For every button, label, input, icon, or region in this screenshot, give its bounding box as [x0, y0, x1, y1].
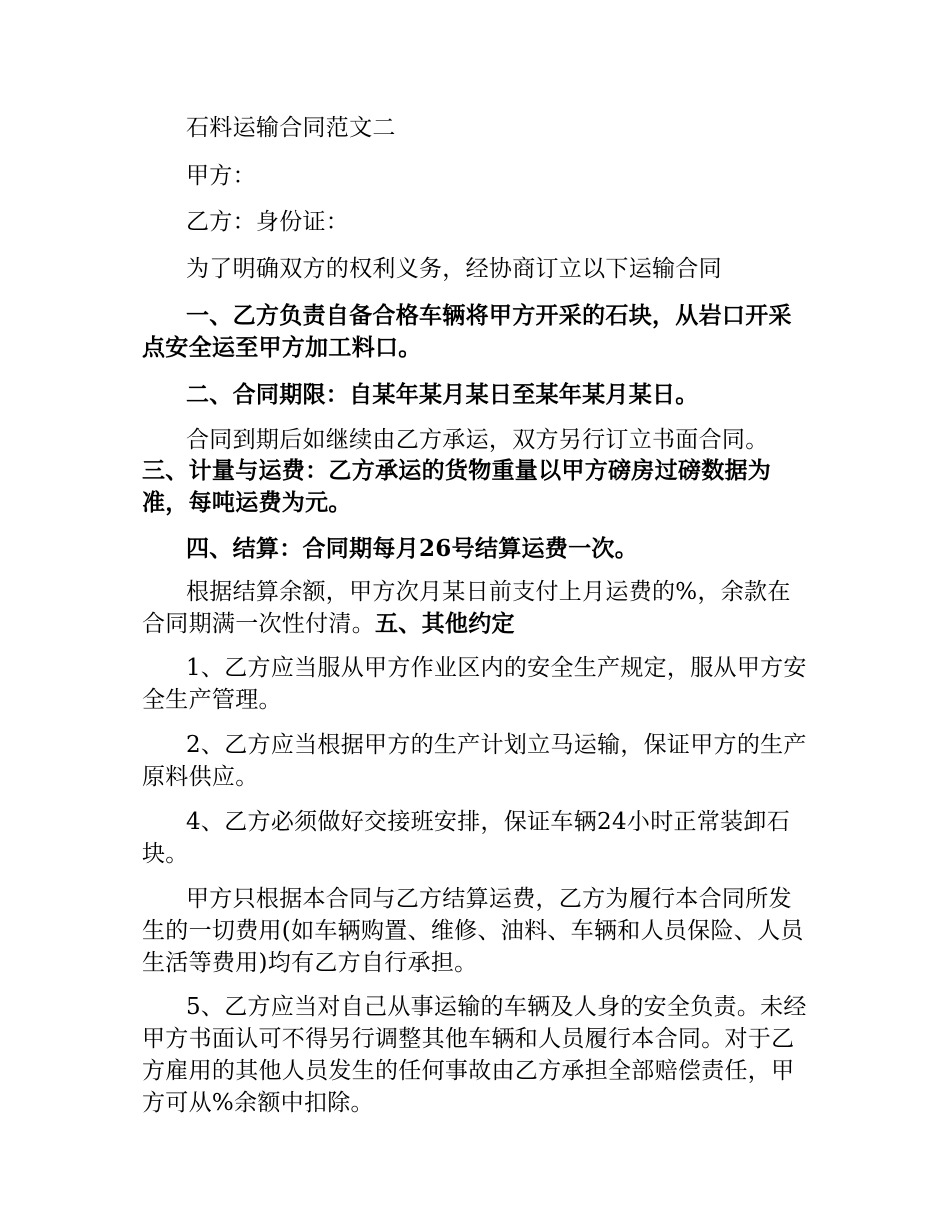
- item-2: 2、乙方应当根据甲方的生产计划立马运输，保证甲方的生产原料供应。: [142, 732, 807, 790]
- intro-paragraph: 为了明确双方的权利义务，经协商订立以下运输合同: [186, 256, 722, 282]
- clause-3: 三、计量与运费：乙方承运的货物重量以甲方磅房过磅数据为准，每吨运费为元。: [142, 457, 772, 516]
- item-4: 4、乙方必须做好交接班安排，保证车辆24小时正常装卸石块。: [142, 809, 790, 867]
- party-a-line: 甲方：: [186, 163, 256, 189]
- clause-1: 一、乙方负责自备合格车辆将甲方开采的石块，从岩口开采点安全运至甲方加工料口。: [142, 302, 792, 361]
- clause-2: 二、合同期限：自某年某月某日至某年某月某日。: [186, 381, 699, 408]
- clause-4-note: [142, 576, 810, 640]
- item-5: 5、乙方应当对自己从事运输的车辆及人身的安全负责。未经甲方书面认可不得另行调整其他车辆和人员履行本合同。对于乙方雇用的其他人员发生的任何事故由乙方承担全部赔偿责任，甲方可从%余额中扣除。: [142, 994, 807, 1116]
- clause-4-note-text: 根据结算余额，甲方次月某日前支付上月运费的%，余款在合同期满一次性付清。: [142, 579, 791, 637]
- document-title: 石料运输合同范文二: [186, 115, 396, 141]
- settlement-paragraph: 甲方只根据本合同与乙方结算运费，乙方为履行本合同所发生的一切费用(如车辆购置、维修、油料、车辆和人员保险、人员生活等费用)均有乙方自行承担。: [142, 886, 804, 976]
- party-b-line: 乙方：身份证：: [186, 209, 350, 235]
- clause-2-note: 合同到期后如继续由乙方承运，双方另行订立书面合同。: [186, 427, 769, 453]
- clause-5-heading: 五、其他约定: [375, 610, 515, 637]
- item-1: 1、乙方应当服从甲方作业区内的安全生产规定，服从甲方安全生产管理。: [142, 655, 807, 713]
- clause-4: 四、结算：合同期每月26号结算运费一次。: [186, 535, 639, 562]
